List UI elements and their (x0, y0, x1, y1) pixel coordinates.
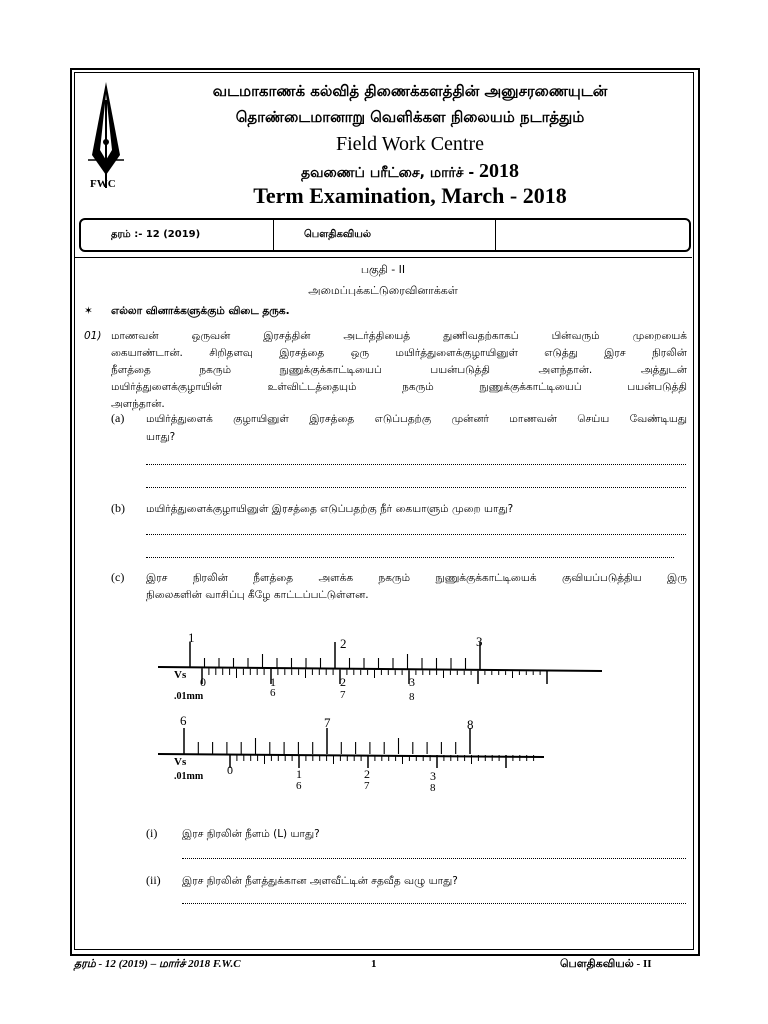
scale1-vern-0: 0 (200, 675, 206, 689)
scale2-vern-0: 0 (227, 763, 233, 777)
answer-line-a1[interactable] (146, 464, 686, 465)
scale1-main-1: 1 (188, 630, 195, 645)
part-b-label: (b) (111, 501, 125, 515)
footer-left: தரம் - 12 (2019) – மார்ச் 2018 F.W.C (74, 958, 241, 970)
subject-cell: பௌதிகவியல் (274, 220, 496, 250)
part-ii-text: இரச நிரலின் நீளத்துக்கான அளவீட்டின் சதவீத வழு யாது? (182, 875, 458, 887)
scale1-vern-sub-8: 8 (409, 691, 415, 703)
part-c-line-2: நிலைகளின் வாசிப்பு கீழே காட்டப்பட்டுள்ளன. (146, 589, 369, 601)
scale1-vs: Vs (174, 669, 187, 681)
part-b-text: மயிர்த்துளைக்குழாயினுள் இரசத்தை எடுப்பதற்கு நீர் கையாளும் முறை யாது? (146, 503, 514, 515)
exam-title-english: Term Examination, March - 2018 (253, 183, 567, 208)
header-line-2: தொண்டைமானாறு வெளிக்கள நிலையம் நடாத்தும் (235, 108, 585, 126)
question-line-4: மயிர்த்துளைக்குழாயின் உள்விட்டத்தையும் நகரும் நுணுக்குக்காட்டியைப் பயன்படுத்தி (111, 381, 687, 393)
logo-text: FWC (90, 178, 116, 190)
scale1-unit: .01mm (174, 691, 204, 702)
scale2-vern-sub-7: 7 (364, 780, 370, 792)
scale2-unit: .01mm (174, 771, 204, 782)
info-row (79, 218, 691, 252)
scale1-vern-1: 1 (270, 675, 276, 689)
part-c-line-1: இரச நிரலின் நீளத்தை அளக்க நகரும் நுணுக்குக்காட்டியைக் குவியப்படுத்திய இரு (146, 572, 687, 584)
blank-cell (496, 220, 687, 250)
section-title: அமைப்புக்கட்டுரைவினாக்கள் (308, 284, 458, 297)
answer-line-ii[interactable] (182, 903, 686, 904)
question-line-2: கையாண்டான். சிறிதளவு இரசத்தை ஒரு மயிர்த்துளைக்குழாயினுள் எடுத்து இரச நிரலின் (111, 347, 687, 359)
footer-page-number: 1 (371, 958, 377, 970)
scale1-vern-3: 3 (409, 675, 415, 689)
question-number: 01) (84, 330, 102, 342)
answer-line-i[interactable] (182, 858, 686, 859)
part-ii-label: (ii) (146, 873, 161, 887)
scale2-vern-1: 1 (296, 767, 302, 781)
scale2-vern-3: 3 (430, 769, 436, 783)
scale1-vern-sub-7: 7 (340, 689, 346, 701)
question-line-5: அளந்தான். (111, 398, 165, 410)
grade-cell: தரம் :- 12 (2019) (81, 220, 274, 250)
question-line-3: நீளத்தை நகரும் நுணுக்குக்காட்டியைப் பயன்படுத்தி அளந்தான். அத்துடன் (111, 364, 687, 376)
scale2-vs: Vs (174, 756, 187, 768)
exam-title-tamil: தவணைப் பரீட்சை, மார்ச் - 2018 (300, 160, 520, 182)
part-heading: பகுதி - II (360, 263, 406, 276)
scale2-vern-2: 2 (364, 767, 370, 781)
scale2-vern-sub-6: 6 (296, 780, 302, 792)
scale1-main-2: 2 (340, 636, 347, 651)
centre-name: Field Work Centre (336, 133, 484, 155)
part-a-line-2: யாது? (146, 431, 176, 443)
part-i-text: இரச நிரலின் நீளம் (L) யாது? (182, 828, 320, 840)
pen-nib-logo-icon (84, 80, 128, 190)
answer-line-b1[interactable] (146, 534, 686, 535)
scale2-main-8: 8 (467, 717, 474, 732)
answer-line-a2[interactable] (146, 487, 686, 488)
bullet-icon: ✶ (84, 305, 93, 317)
footer-right: பௌதிகவியல் - II (560, 958, 652, 970)
scale1-vern-2: 2 (340, 675, 346, 689)
part-c-label: (c) (111, 570, 125, 584)
scale1-vern-sub-6: 6 (270, 687, 276, 699)
part-i-label: (i) (146, 826, 158, 840)
scale2-main-7: 7 (324, 715, 331, 730)
scale2-vern-sub-8: 8 (430, 782, 436, 794)
question-line-1: மாணவன் ஒருவன் இரசத்தின் அடர்த்தியைத் துணிவதற்காகப் பின்வரும் முறையைக் (111, 330, 687, 342)
instruction: எல்லா வினாக்களுக்கும் விடை தருக. (111, 305, 290, 317)
header-line-1: வடமாகாணக் கல்வித் திணைக்களத்தின் அனுசரணையுடன் (212, 82, 608, 100)
vernier-scale-diagram (150, 628, 610, 798)
answer-line-b2[interactable] (146, 557, 674, 558)
part-a-label: (a) (111, 411, 125, 425)
divider (74, 257, 692, 258)
scale2-main-6: 6 (180, 713, 187, 728)
scale1-main-3: 3 (476, 634, 483, 649)
part-a-line-1: மயிர்த்துளைக் குழாயினுள் இரசத்தை எடுப்பதற்கு முன்னர் மாணவன் செய்ய வேண்டியது (146, 413, 687, 425)
